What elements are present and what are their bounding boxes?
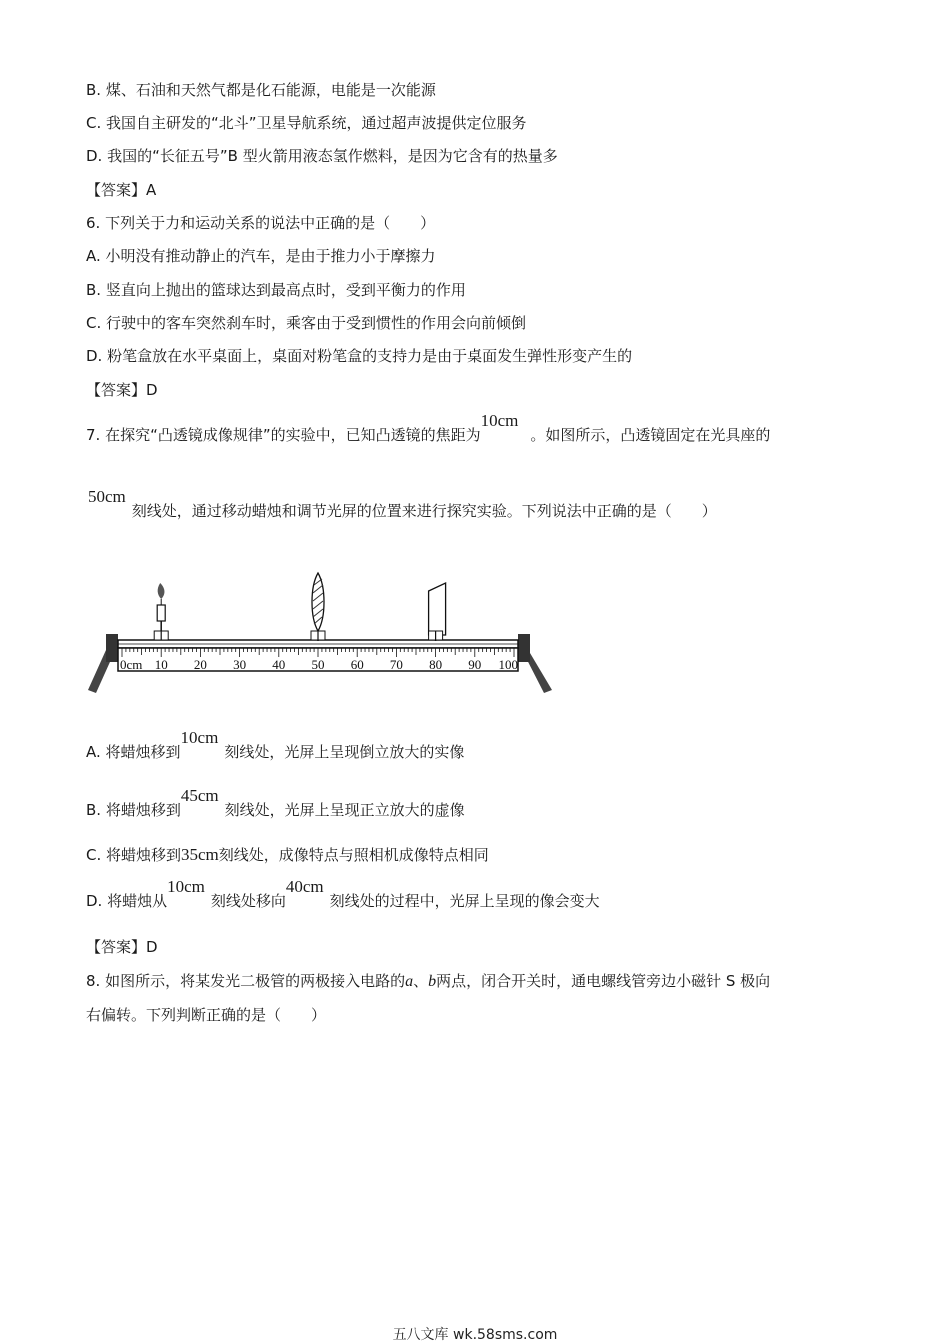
q7-option-d-value-1: 10cm — [167, 877, 205, 896]
q7-lens-position: 50cm — [88, 487, 126, 506]
q8-stem-text-b: 两点，闭合开关时，通电螺线管旁边小磁针 S 极向 — [436, 972, 771, 990]
q7-option-d-value-2: 40cm — [285, 877, 324, 896]
q7-option-c-rest: 刻线处，成像特点与照相机成像特点相同 — [218, 846, 489, 864]
q7-option-a — [86, 728, 465, 762]
q6-option-c: C. 行驶中的客车突然刹车时，乘客由于受到惯性的作用会向前倾倒 — [86, 314, 527, 332]
q7-option-c-text: C. 将蜡烛移到 — [86, 846, 182, 864]
q7-stem-line1 — [86, 411, 771, 445]
q8-stem-line2: 右偏转。下列判断正确的是（ ） — [86, 1006, 327, 1024]
q7-option-b-rest: 刻线处，光屏上呈现正立放大的虚像 — [224, 801, 465, 819]
candle-body — [157, 605, 165, 621]
q7-option-b-text: B. 将蜡烛移到 — [86, 801, 181, 819]
q7-option-d-text: D. 将蜡烛从 — [86, 892, 168, 910]
q6-stem: 6. 下列关于力和运动关系的说法中正确的是（ ） — [86, 214, 436, 232]
q7-option-a-value: 10cm — [180, 728, 219, 747]
page-footer: 五八文库 wk.58sms.com — [392, 1327, 558, 1343]
optical-bench-figure — [86, 545, 556, 695]
q5-option-c: C. 我国自主研发的“北斗”卫星导航系统，通过超声波提供定位服务 — [86, 114, 527, 132]
q8-stem-text: 8. 如图所示，将某发光二极管的两极接入电路的 — [86, 972, 406, 990]
q6-answer: 【答案】D — [86, 381, 158, 399]
ruler-tick-label: 0cm — [120, 657, 143, 672]
q6-option-b: B. 竖直向上抛出的篮球达到最高点时，受到平衡力的作用 — [86, 281, 466, 299]
q5-option-b: B. 煤、石油和天然气都是化石能源，电能是一次能源 — [86, 81, 436, 99]
q8-var-a: a — [405, 973, 414, 990]
q7-stem-text-b: 。如图所示，凸透镜固定在光具座的 — [530, 426, 771, 444]
q7-focal-length: 10cm — [480, 411, 519, 430]
ruler-tick-label: 90 — [468, 657, 482, 672]
q5-answer: 【答案】A — [86, 181, 157, 199]
ruler-tick-label: 10 — [154, 657, 168, 672]
ruler-tick-label: 70 — [389, 657, 403, 672]
q7-option-b-value: 45cm — [180, 786, 219, 805]
ruler-tick-label: 30 — [233, 657, 247, 672]
q7-option-b — [86, 786, 465, 820]
ruler-tick-label: 100 — [498, 657, 518, 672]
ruler-tick-label: 80 — [429, 657, 443, 672]
right-end-block — [518, 634, 530, 662]
ruler-tick-label: 60 — [350, 657, 364, 672]
q8-sep: 、 — [413, 972, 429, 990]
q7-option-a-rest: 刻线处，光屏上呈现倒立放大的实像 — [224, 743, 465, 761]
left-end-block — [106, 634, 118, 662]
candle-flame — [158, 583, 165, 599]
q6-option-d: D. 粉笔盒放在水平桌面上，桌面对粉笔盒的支持力是由于桌面发生弹性形变产生的 — [86, 347, 633, 365]
q7-stem-text: 7. 在探究“凸透镜成像规律”的实验中，已知凸透镜的焦距为 — [86, 426, 481, 444]
q7-option-d — [86, 877, 600, 911]
ruler-tick-label: 40 — [272, 657, 286, 672]
q7-option-c — [86, 845, 489, 865]
q8-stem-line1 — [86, 971, 770, 992]
q5-option-d: D. 我国的“长征五号”B 型火箭用液态氢作燃料，是因为它含有的热量多 — [86, 147, 558, 165]
ruler-tick-label: 20 — [193, 657, 207, 672]
q7-option-d-rest: 刻线处的过程中，光屏上呈现的像会变大 — [329, 892, 600, 910]
q7-option-c-value: 35cm — [181, 845, 219, 864]
q7-stem-text-c: 刻线处，通过移动蜡烛和调节光屏的位置来进行探究实验。下列说法中正确的是（ ） — [131, 502, 717, 520]
q7-answer: 【答案】D — [86, 938, 158, 956]
q6-option-a: A. 小明没有推动静止的汽车，是由于推力小于摩擦力 — [86, 247, 436, 265]
ruler-tick-label: 50 — [311, 657, 325, 672]
q7-option-d-mid: 刻线处移向 — [210, 892, 286, 910]
q7-option-a-text: A. 将蜡烛移到 — [86, 743, 181, 761]
q7-stem-line2 — [86, 487, 717, 521]
q8-var-b: b — [428, 973, 437, 990]
